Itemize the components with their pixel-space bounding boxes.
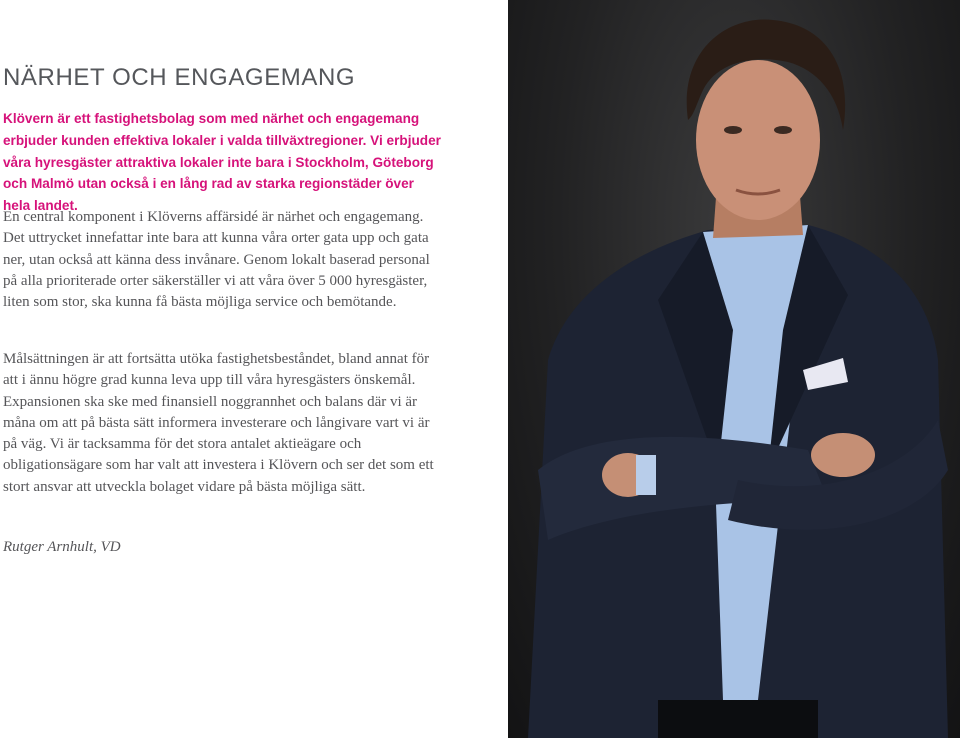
eye-left xyxy=(724,126,742,134)
page-heading: NÄRHET OCH ENGAGEMANG xyxy=(3,64,356,91)
portrait-photo xyxy=(508,0,960,738)
body-paragraph-1: En central komponent i Klöverns affärsidé är närhet och engagemang. Det uttrycket innefattar inte bara att kunna våra orter gata upp och gata ner, utan också att känna dess invånare. Genom lokalt baserad personal på alla prioriterade orter säkerställer vi att våra över 5 000 hyresgäster, liten som stor, ska kunna få bästa möjliga service och bemötande. xyxy=(3,209,430,311)
face xyxy=(696,60,820,220)
cuff-left xyxy=(636,455,656,495)
portrait-illustration xyxy=(508,0,960,738)
signature: Rutger Arnhult, VD xyxy=(3,539,121,555)
belt xyxy=(658,700,818,738)
body-paragraph-2: Målsättningen är att fortsätta utöka fastighetsbeståndet, bland annat för att i ännu högre grad kunna leva upp till våra hyresgästers önskemål. Expansionen ska ske med finansiell noggrannhet och balans där vi är måna om att på bästa sätt informera investerare och långivare vart vi är på väg. Vi är tacksamma för det stora antalet aktieägare och obligationsägare som har valt att investera i Klövern och ser det som ett stort ansvar att utveckla bolaget vidare på bästa möjliga sätt. xyxy=(3,351,434,495)
lead-paragraph: Klövern är ett fastighetsbolag som med närhet och engagemang erbjuder kunden effektiva lokaler i valda tillväxtregioner. Vi erbjuder våra hyresgäster attraktiva lokaler inte bara i Stockholm, Göteborg och Malmö utan också i en lång rad av starka regionstäder över hela landet. xyxy=(3,111,441,214)
hand-right xyxy=(811,433,875,477)
eye-right xyxy=(774,126,792,134)
